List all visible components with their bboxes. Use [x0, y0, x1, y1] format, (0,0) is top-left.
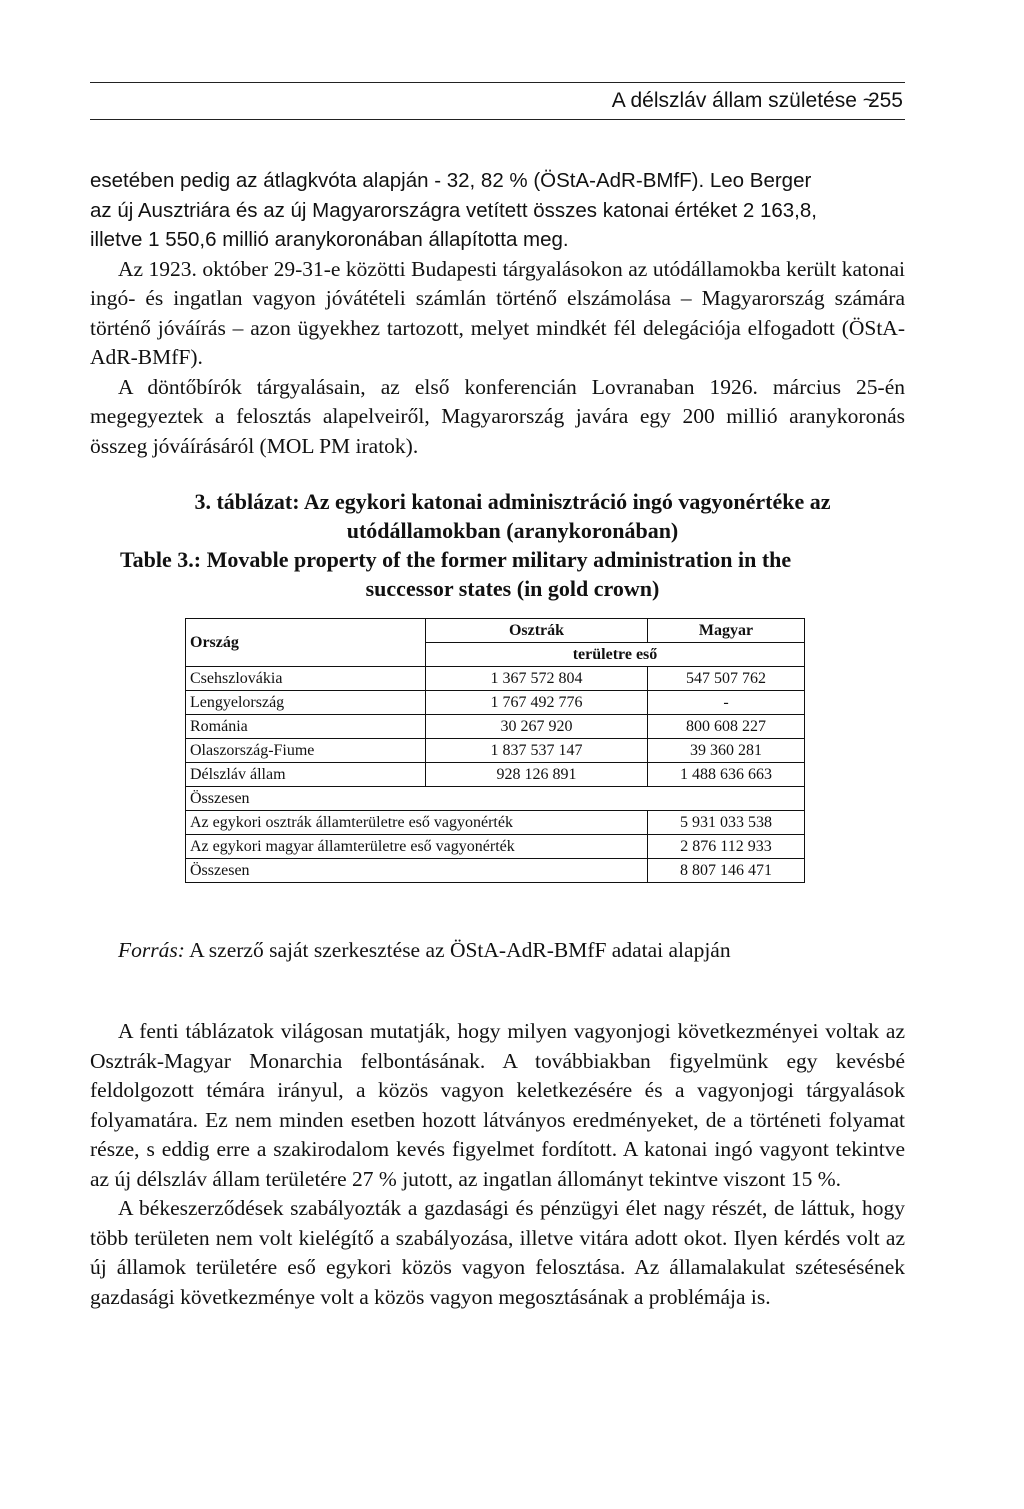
header-austrian: Osztrák — [426, 619, 648, 643]
header-country: Ország — [186, 619, 426, 667]
intro-paragraph-3: A döntőbírók tárgyalásain, az első konferencián Lovranaban 1926. március 25-én megegyeztek a felosztás alapelveiről, Magyarország javára egy 200 millió aranykoronás összeg jóváírásáról (MOL PM iratok). — [90, 374, 905, 458]
table-caption — [90, 487, 935, 603]
intro-text — [90, 166, 905, 461]
caption-en-line-1: Table 3.: Movable property of the former military administration in the — [120, 547, 792, 572]
cell-austrian: 928 126 891 — [426, 763, 648, 787]
body-text — [90, 1017, 905, 1312]
cell-country: Lengyelország — [186, 691, 426, 715]
data-table — [185, 618, 805, 883]
body-paragraph-2: A békeszerződések szabályozták a gazdasági és pénzügyi élet nagy részét, de láttuk, hogy több területen nem volt kielégítő a szabályozása, illetve vitára adott okot. Ilyen kérdés volt az új államok területére eső egykori közös vagyon felosztása. Az államalakulat szétesésének gazdasági következménye volt a közös vagyon megosztásának a problémája is. — [90, 1196, 905, 1309]
summary-row — [186, 811, 805, 835]
running-title: A délszláv állam születése ~ — [611, 89, 875, 112]
summary-label: Az egykori osztrák államterületre eső vagyonérték — [186, 811, 648, 835]
cell-austrian: 30 267 920 — [426, 715, 648, 739]
header-hungarian: Magyar — [648, 619, 805, 643]
cell-country: Románia — [186, 715, 426, 739]
summary-row — [186, 859, 805, 883]
table-row — [186, 691, 805, 715]
cell-hungarian: 547 507 762 — [648, 667, 805, 691]
cell-country: Csehszlovákia — [186, 667, 426, 691]
total-heading: Összesen — [186, 787, 805, 811]
source-label: Forrás: — [118, 938, 185, 962]
cell-austrian: 1 767 492 776 — [426, 691, 648, 715]
table-row — [186, 739, 805, 763]
summary-label: Az egykori magyar államterületre eső vagyonérték — [186, 835, 648, 859]
cell-country: Délszláv állam — [186, 763, 426, 787]
table-total-heading-row — [186, 787, 805, 811]
summary-row — [186, 835, 805, 859]
intro-paragraph-2: Az 1923. október 29-31-e közötti Budapesti tárgyalásokon az utódállamokba került katonai ingó- és ingatlan vagyon jóvátételi számlán történő elszámolása – Magyarország számára történő jóváírás – azon ügyekhez tartozott, melyet mindkét fél delegációja elfogadott (ÖStA-AdR-BMfF). — [90, 256, 905, 369]
intro-line-2: az új Ausztriára és az új Magyarországra vetített összes katonai értéket 2 163,8, — [90, 198, 817, 222]
caption-en-line-2: successor states (in gold crown) — [365, 576, 660, 601]
header-sub: területre eső — [426, 643, 805, 667]
summary-value: 2 876 112 933 — [648, 835, 805, 859]
intro-line-3: illetve 1 550,6 millió aranykoronában állapította meg. — [90, 228, 569, 251]
table-row — [186, 763, 805, 787]
cell-hungarian: - — [648, 691, 805, 715]
cell-hungarian: 1 488 636 663 — [648, 763, 805, 787]
caption-hu-line-2: utódállamokban (aranykoronában) — [346, 518, 679, 543]
table-row — [186, 715, 805, 739]
running-header — [90, 82, 905, 120]
cell-hungarian: 39 360 281 — [648, 739, 805, 763]
summary-value: 5 931 033 538 — [648, 811, 805, 835]
body-paragraph-1: A fenti táblázatok világosan mutatják, hogy milyen vagyonjogi következményei voltak az Osztrák-Magyar Monarchia felbontásának. A továbbiakban figyelmünk egy kevésbé feldolgozott témára irányul, a közös vagyon keletkezésére és a vagyonjogi tárgyalások folyamatára. Ez nem minden esetben hozott látványos eredményeket, de a történeti folyamat része, s eddig erre a szakirodalom kevés figyelmet fordított. A katonai ingó vagyont tekintve az új délszláv állam területére 27 % jutott, az ingatlan állományt tekintve viszont 15 %. — [90, 1019, 905, 1191]
page-number: 255 — [867, 89, 903, 112]
table-header-row — [186, 619, 805, 643]
table-row — [186, 667, 805, 691]
cell-country: Olaszország-Fiume — [186, 739, 426, 763]
summary-label: Összesen — [186, 859, 648, 883]
cell-austrian: 1 837 537 147 — [426, 739, 648, 763]
source-text: A szerző saját szerkesztése az ÖStA-AdR-BMfF adatai alapján — [184, 938, 731, 962]
cell-austrian: 1 367 572 804 — [426, 667, 648, 691]
summary-value: 8 807 146 471 — [648, 859, 805, 883]
intro-line-1: esetében pedig az átlagkvóta alapján - 32, 82 % (ÖStA-AdR-BMfF). Leo Berger — [90, 169, 812, 192]
table-source — [118, 938, 731, 963]
cell-hungarian: 800 608 227 — [648, 715, 805, 739]
caption-hu-line-1: 3. táblázat: Az egykori katonai adminisztráció ingó vagyonértéke az — [194, 489, 831, 514]
